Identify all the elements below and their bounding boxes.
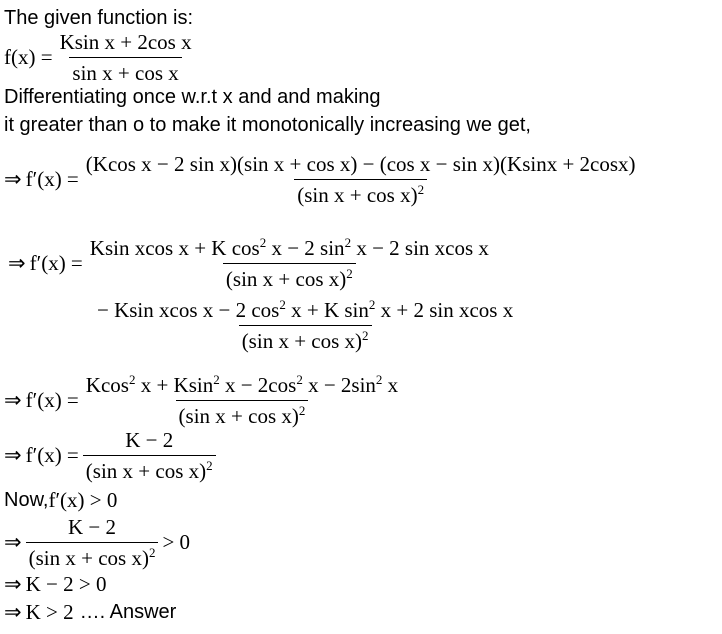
implies-arrow: ⇒: [4, 600, 22, 624]
step2a-fraction: [87, 236, 492, 291]
intro-line-3: it greater than o to make it monotonically increasing we get,: [4, 114, 531, 136]
greater-than-zero: > 0: [162, 530, 191, 554]
step4-fraction: [83, 428, 216, 483]
implies-arrow: ⇒: [4, 388, 22, 412]
fx-numerator: Ksin x + 2cos x: [59, 30, 192, 54]
implies-arrow: ⇒: [4, 530, 22, 554]
fx-lhs: f(x) =: [4, 45, 53, 69]
implies-arrow: ⇒: [8, 251, 26, 275]
derivative-step-2: [8, 236, 496, 291]
now-condition: [4, 488, 117, 513]
step2b-numerator: − Ksin xcos x − 2 $\cos^2 x + K$ $\sin^2 x + 2$ sin xcos x: [97, 297, 514, 322]
fx-fraction: [57, 30, 195, 85]
derivative-step-1: [4, 152, 643, 207]
implies-arrow: ⇒: [4, 443, 22, 467]
now-inequality: f′(x) > 0: [48, 488, 118, 512]
fpx-lhs: f′(x) =: [25, 167, 79, 191]
derivative-step-2-continued: [90, 298, 520, 353]
step2a-numerator: Ksin xcos x + K $\cos^2 x - 2$ $\sin^2 x - 2$ sin xcos x: [89, 235, 489, 260]
step1-denominator: (sin x + cos x)$^2$: [294, 179, 427, 207]
step3-fraction: [83, 373, 401, 428]
inequality-numerator: K − 2: [68, 515, 117, 539]
inequality-step: [4, 515, 190, 570]
final-answer: [4, 600, 176, 625]
step1-fraction: [83, 152, 639, 207]
function-definition: [4, 30, 199, 85]
derivative-step-3: [4, 373, 405, 428]
step3-denominator: (sin x + cos x)$^2$: [176, 400, 309, 428]
step2b-denominator: (sin x + cos x)$^2$: [239, 325, 372, 353]
derivative-step-4: [4, 428, 220, 483]
step1-numerator: (Kcos x − 2 sin x)(sin x + cos x) − (cos x − sin x)(Ksinx + 2cosx): [85, 152, 636, 176]
step2a-denominator: (sin x + cos x)$^2$: [223, 263, 356, 291]
step2b-fraction: [94, 298, 516, 353]
step4-numerator: K − 2: [125, 428, 174, 452]
fx-denominator: sin x + cos x: [69, 57, 181, 85]
now-label: Now,: [4, 489, 49, 511]
inequality-fraction: [26, 515, 159, 570]
step3-numerator: Kcos$^2$ x + Ksin$^2$ $x - 2\cos^2$ $x - 2\sin^2$ x: [85, 372, 399, 397]
fpx-lhs: f′(x) =: [25, 443, 79, 467]
intro-line-2: Differentiating once w.r.t x and and making: [4, 86, 381, 108]
implies-arrow: ⇒: [4, 167, 22, 191]
implies-arrow: ⇒: [4, 572, 22, 596]
answer-label: …. Answer: [79, 601, 177, 623]
step4-denominator: (sin x + cos x)$^2$: [83, 455, 216, 483]
fpx-lhs: f′(x) =: [25, 388, 79, 412]
k-minus-two-step: [4, 572, 106, 597]
inequality-denominator: (sin x + cos x)$^2$: [26, 542, 159, 570]
intro-line-1: The given function is:: [4, 7, 193, 29]
fpx-lhs: f′(x) =: [29, 251, 83, 275]
k-final-inequality: K > 2: [25, 600, 74, 624]
k-minus-two-inequality: K − 2 > 0: [25, 572, 107, 596]
